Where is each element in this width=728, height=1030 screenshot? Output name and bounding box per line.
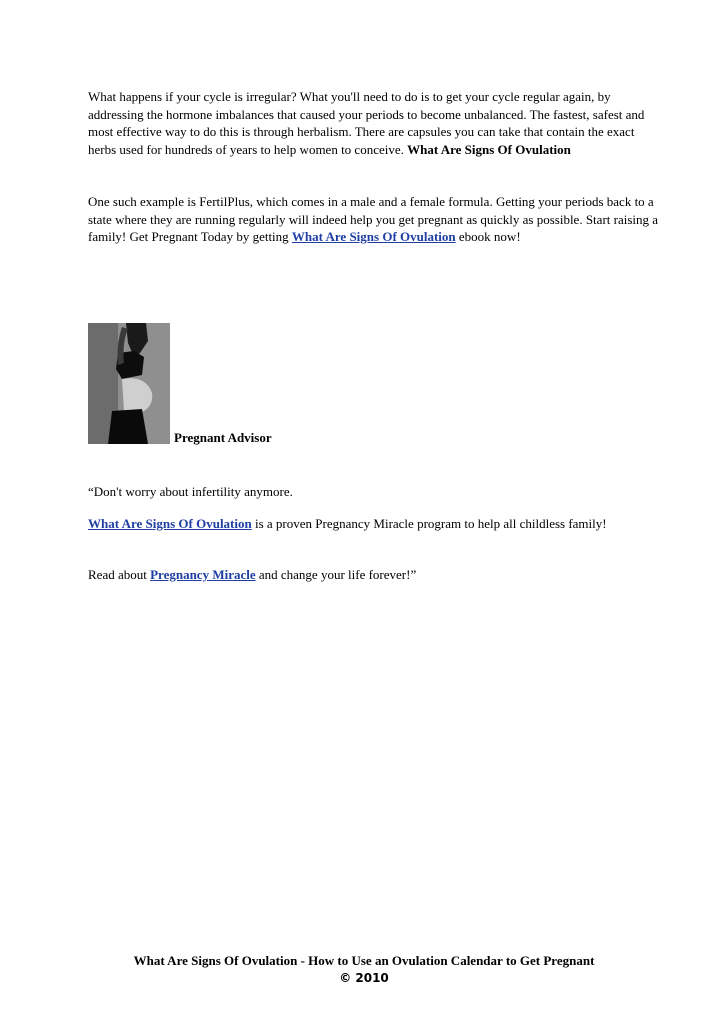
- paragraph-herbalism-text: What happens if your cycle is irregular? What you'll need to do is to get your cycle regular again, by addressing the hormone imbalances that caused your periods to become unbalanced. The fastest, safest and most effective way to do this is through herbalism. There are capsules you can take that contain the exact herbs used for hundreds of years to help women to conceive.: [88, 89, 645, 157]
- paragraph-fertilplus-text: One such example is FertilPlus, which comes in a male and a female formula. Getting your periods back to a state where they are running regularly will indeed help you get pregnant as quickly as possible. Start raising a family! Get Pregnant Today by getting: [88, 194, 659, 245]
- paragraph-fertilplus-tail: ebook now!: [458, 229, 521, 245]
- paragraph-program: [88, 515, 663, 533]
- quote-opening: “Don't worry about infertility anymore.: [88, 484, 293, 499]
- paragraph-fertilplus: [88, 193, 663, 246]
- paragraph-herbalism: [88, 88, 663, 158]
- photo-caption: Pregnant Advisor: [174, 430, 272, 445]
- program-link[interactable]: What Are Signs Of Ovulation: [88, 516, 252, 531]
- paragraph-program-text: is a proven Pregnancy Miracle program to help all childless family!: [254, 516, 607, 531]
- ebook-link[interactable]: What Are Signs Of Ovulation: [291, 229, 456, 245]
- paragraph-miracle: [88, 566, 663, 584]
- paragraph-miracle-lead: Read about: [88, 567, 147, 582]
- paragraph-miracle-tail: and change your life forever!”: [258, 567, 417, 582]
- ovulation-bold-phrase: What Are Signs Of Ovulation: [407, 141, 571, 157]
- pregnancy-miracle-link[interactable]: Pregnancy Miracle: [150, 567, 256, 582]
- footer-title: What Are Signs Of Ovulation - How to Use an Ovulation Calendar to Get Pregnant: [133, 953, 595, 968]
- pregnant-woman-photo: [88, 323, 170, 444]
- pregnant-woman-silhouette: [88, 323, 170, 444]
- footer-copyright: © 2010: [339, 971, 389, 985]
